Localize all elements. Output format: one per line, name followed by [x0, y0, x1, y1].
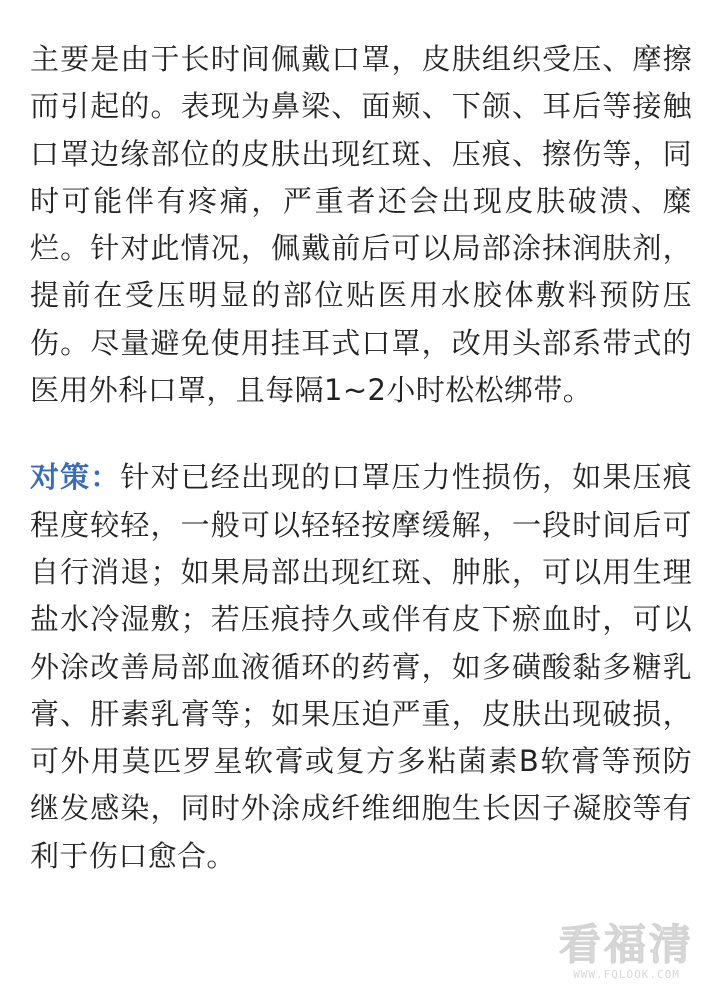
watermark: [559, 922, 694, 981]
paragraph-cause-text: 主要是由于长时间佩戴口罩，皮肤组织受压、摩擦而引起的。表现为鼻梁、面颊、下颌、耳后等接触口罩边缘部位的皮肤出现红斑、压痕、擦伤等，同时可能伴有疼痛，严重者还会出现皮肤破溃、糜烂。针对此情况，佩戴前后可以局部涂抹润肤剂，提前在受压明显的部位贴医用水胶体敷料预防压伤。尽量避免使用挂耳式口罩，改用头部系带式的医用外科口罩，且每隔1~2小时松松绑带。: [30, 42, 692, 408]
paragraph-cause: [30, 36, 692, 414]
paragraph-countermeasure: [30, 454, 692, 880]
watermark-url: WWW.FQLOOK.COM: [573, 968, 680, 981]
paragraph-countermeasure-text: 针对已经出现的口罩压力性损伤，如果压痕程度较轻，一般可以轻轻按摩缓解，一段时间后可自行消退；如果局部出现红斑、肿胀，可以用生理盐水冷湿敷；若压痕持久或伴有皮下瘀血时，可以外涂改善局部血液循环的药膏，如多磺酸黏多糖乳膏、肝素乳膏等；如果压迫严重，皮肤出现破损，可外用莫匹罗星软膏或复方多粘菌素B软膏等预防继发感染，同时外涂成纤维细胞生长因子凝胶等有利于伤口愈合。: [30, 460, 692, 873]
article-body: [30, 36, 692, 880]
countermeasure-label: 对策：: [30, 460, 121, 495]
watermark-logo-text: 看福清: [558, 920, 694, 969]
